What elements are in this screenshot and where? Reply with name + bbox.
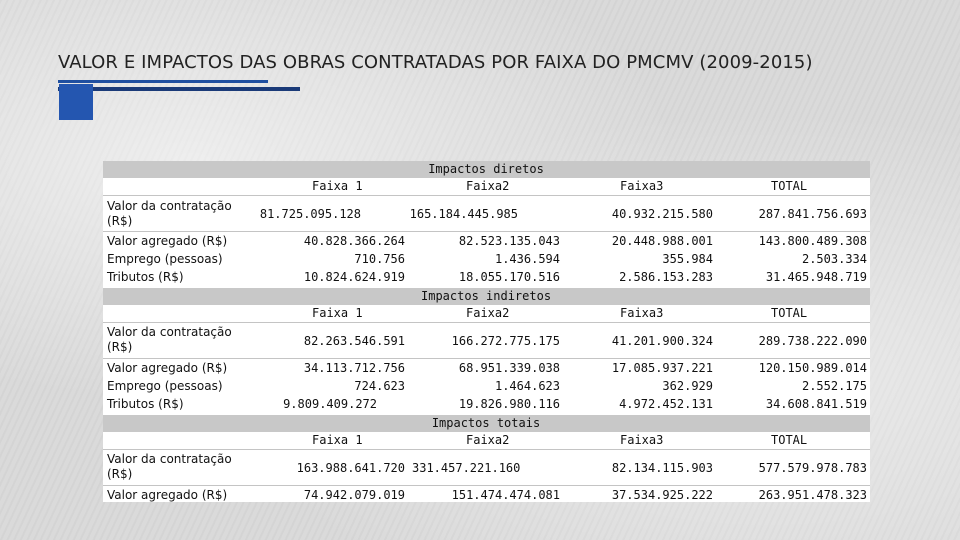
table-cell: 40.828.366.264: [303, 234, 405, 248]
table-cell: 2.503.334: [801, 252, 867, 266]
impacts-table: [103, 161, 870, 502]
row-divider: [103, 195, 870, 196]
table-cell: 355.984: [662, 252, 713, 266]
table-cell: 41.201.900.324: [611, 334, 713, 348]
table-cell: 166.272.775.175: [451, 334, 560, 348]
row-label: Emprego (pessoas): [107, 252, 223, 266]
table-cell: 18.055.170.516: [458, 270, 560, 284]
section-heading: Impactos indiretos: [421, 289, 552, 303]
table-cell: 40.932.215.580: [611, 207, 713, 221]
accent-block: [59, 84, 93, 120]
table-cell: 68.951.339.038: [458, 361, 560, 375]
column-header: Faixa2: [466, 179, 510, 193]
row-divider: [103, 485, 870, 486]
row-label: Tributos (R$): [107, 270, 184, 284]
table-cell: 724.623: [354, 379, 405, 393]
table-cell: 82.263.546.591: [303, 334, 405, 348]
column-header: Faixa 1: [312, 433, 363, 447]
row-label: Valor da contratação (R$): [107, 199, 232, 228]
table-cell: 577.579.978.783: [758, 461, 867, 475]
slide-title: VALOR E IMPACTOS DAS OBRAS CONTRATADAS POR FAIXA DO PMCMV (2009-2015): [58, 52, 813, 73]
table-cell: 1.464.623: [494, 379, 560, 393]
row-divider: [103, 358, 870, 359]
column-header: Faixa3: [620, 433, 664, 447]
column-header: Faixa3: [620, 306, 664, 320]
table-cell: 10.824.624.919: [303, 270, 405, 284]
table-cell: 362.929: [662, 379, 713, 393]
table-cell: 81.725.095.128: [259, 207, 361, 221]
row-divider: [103, 231, 870, 232]
table-cell: 31.465.948.719: [765, 270, 867, 284]
table-cell: 1.436.594: [494, 252, 560, 266]
title-underline-secondary: [58, 87, 300, 91]
table-cell: 143.800.489.308: [758, 234, 867, 248]
column-header: Faixa 1: [312, 306, 363, 320]
row-label: Valor da contratação (R$): [107, 325, 232, 354]
section-heading: Impactos diretos: [428, 162, 544, 176]
table-cell: 165.184.445.985: [409, 207, 518, 221]
column-header: Faixa2: [466, 433, 510, 447]
row-label: Emprego (pessoas): [107, 379, 223, 393]
table-cell: 74.942.079.019: [303, 488, 405, 502]
column-header: Faixa2: [466, 306, 510, 320]
table-cell: 82.523.135.043: [458, 234, 560, 248]
table-cell: 151.474.474.081: [451, 488, 560, 502]
row-label: Tributos (R$): [107, 397, 184, 411]
table-cell: 9.809.409.272: [283, 397, 377, 411]
column-header: Faixa 1: [312, 179, 363, 193]
table-cell: 163.988.641.720: [296, 461, 405, 475]
table-cell: 120.150.989.014: [758, 361, 867, 375]
table-cell: 82.134.115.903: [611, 461, 713, 475]
column-header: TOTAL: [771, 433, 808, 447]
title-underline: [58, 80, 268, 83]
table-cell: 263.951.478.323: [758, 488, 867, 502]
table-cell: 710.756: [354, 252, 405, 266]
column-header: TOTAL: [771, 179, 808, 193]
row-label: Valor agregado (R$): [107, 488, 228, 502]
table-cell: 17.085.937.221: [611, 361, 713, 375]
table-cell: 19.826.980.116: [458, 397, 560, 411]
table-cell: 4.972.452.131: [619, 397, 713, 411]
table-cell: 34.608.841.519: [765, 397, 867, 411]
table-cell: 37.534.925.222: [611, 488, 713, 502]
row-label: Valor agregado (R$): [107, 361, 228, 375]
column-header: TOTAL: [771, 306, 808, 320]
table-cell: 34.113.712.756: [303, 361, 405, 375]
table-cell: 2.552.175: [801, 379, 867, 393]
row-label: Valor agregado (R$): [107, 234, 228, 248]
table-cell: 331.457.221.160: [412, 461, 521, 475]
row-label: Valor da contratação (R$): [107, 452, 232, 481]
row-divider: [103, 449, 870, 450]
section-heading: Impactos totais: [431, 416, 541, 430]
table-cell: 287.841.756.693: [758, 207, 867, 221]
table-cell: 20.448.988.001: [611, 234, 713, 248]
table-cell: 2.586.153.283: [619, 270, 713, 284]
table-cell: 289.738.222.090: [758, 334, 867, 348]
row-divider: [103, 322, 870, 323]
column-header: Faixa3: [620, 179, 664, 193]
